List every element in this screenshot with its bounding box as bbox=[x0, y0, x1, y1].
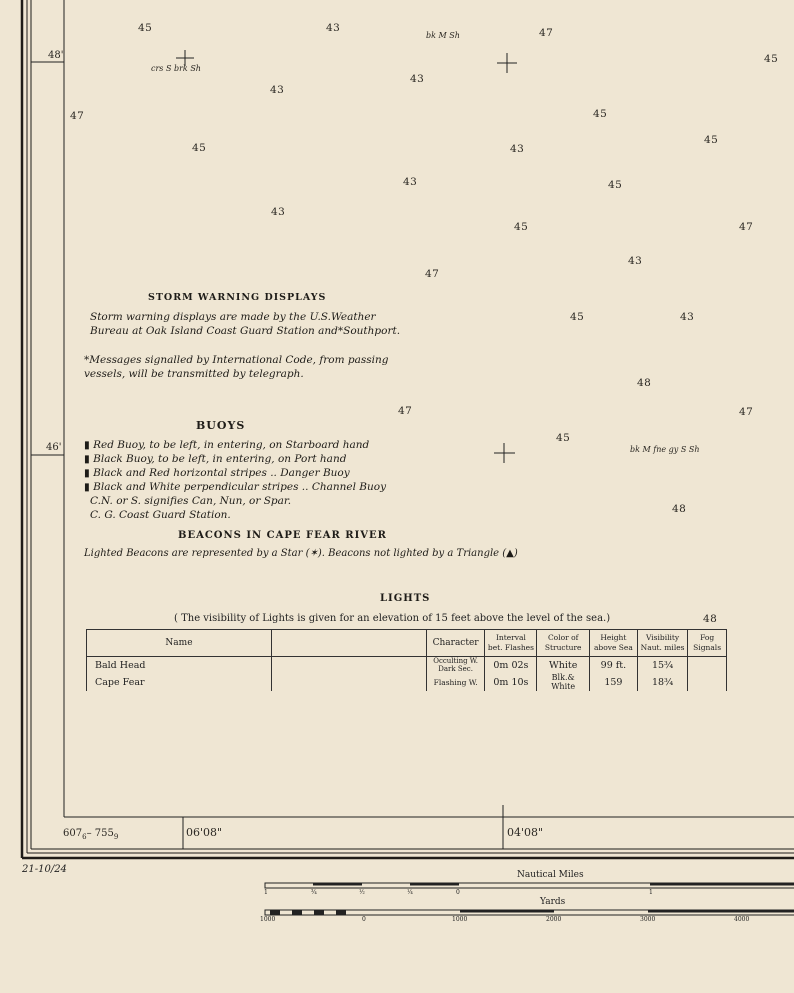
col-color: Color of Structure bbox=[537, 630, 589, 657]
lights-table bbox=[86, 629, 727, 691]
light-character: Occulting W. Dark Sec. bbox=[426, 657, 485, 674]
yards-tick: 3000 bbox=[640, 916, 656, 923]
latitude-48: 48' bbox=[48, 50, 64, 61]
light-fog bbox=[688, 673, 727, 691]
light-name: Bald Head bbox=[87, 657, 272, 674]
lights-subtitle: ( The visibility of Lights is given for an elevation of 15 feet above the level of the sea.) bbox=[174, 613, 611, 624]
light-fog bbox=[688, 657, 727, 674]
depth-sounding: 47 bbox=[539, 27, 554, 39]
depth-sounding: 45 bbox=[608, 179, 623, 191]
buoy-item: ▮ Black and White perpendicular stripes .. Channel Buoy bbox=[84, 481, 387, 493]
chart-number: $607_6-$ $755_9$ bbox=[63, 828, 119, 841]
col-spacer bbox=[271, 630, 426, 657]
buoys-title: BUOYS bbox=[196, 419, 246, 432]
table-row bbox=[87, 657, 727, 674]
depth-sounding: 43 bbox=[326, 22, 341, 34]
light-interval: 0m 02s bbox=[485, 657, 537, 674]
storm-line-3: *Messages signalled by International Code, from passing bbox=[84, 354, 389, 366]
buoy-item: ▮ Black and Red horizontal stripes .. Danger Buoy bbox=[84, 467, 350, 479]
yards-tick: 0 bbox=[362, 916, 366, 923]
light-color: White bbox=[537, 657, 589, 674]
beacons-text: Lighted Beacons are represented by a Star (✶). Beacons not lighted by a Triangle (▲) bbox=[84, 548, 518, 559]
buoy-cg-note: C. G. Coast Guard Station. bbox=[90, 509, 231, 521]
light-interval: 0m 10s bbox=[485, 673, 537, 691]
bottom-character-note: bk M fne gy S Sh bbox=[630, 445, 700, 454]
yards-tick: 4000 bbox=[734, 916, 750, 923]
nautical-tick: 1 bbox=[264, 889, 268, 896]
col-interval: Interval bet. Flashes bbox=[485, 630, 537, 657]
yards-tick: 1000 bbox=[452, 916, 468, 923]
storm-line-1: Storm warning displays are made by the U.S.Weather bbox=[90, 311, 376, 323]
storm-line-4: vessels, will be transmitted by telegraph. bbox=[84, 368, 304, 380]
depth-sounding: 45 bbox=[138, 22, 153, 34]
depth-sounding: 48 bbox=[672, 503, 687, 515]
depth-sounding: 43 bbox=[403, 176, 418, 188]
buoy-item: ▮ Black Buoy, to be left, in entering, on Port hand bbox=[84, 453, 347, 465]
cell-spacer bbox=[271, 657, 426, 674]
longitude-east: 04'08" bbox=[507, 826, 544, 839]
buoy-item: ▮ Red Buoy, to be left, in entering, on Starboard hand bbox=[84, 439, 370, 451]
depth-sounding: 43 bbox=[270, 84, 285, 96]
yards-label: Yards bbox=[540, 897, 566, 907]
lights-title: LIGHTS bbox=[380, 593, 431, 604]
depth-sounding: 45 bbox=[570, 311, 585, 323]
col-height: Height above Sea bbox=[589, 630, 637, 657]
light-visibility: 18¾ bbox=[637, 673, 687, 691]
nautical-tick: ¾ bbox=[311, 889, 317, 896]
bottom-character-note: bk M Sh bbox=[426, 31, 460, 40]
cell-spacer bbox=[271, 673, 426, 691]
depth-sounding: 45 bbox=[556, 432, 571, 444]
buoy-cn-note: C.N. or S. signifies Can, Nun, or Spar. bbox=[90, 495, 292, 507]
depth-sounding: 47 bbox=[70, 110, 85, 122]
nautical-tick: ½ bbox=[359, 889, 365, 896]
depth-sounding: 47 bbox=[425, 268, 440, 280]
depth-sounding: 47 bbox=[398, 405, 413, 417]
nautical-tick: 1 bbox=[649, 889, 653, 896]
yards-tick: 2000 bbox=[546, 916, 562, 923]
nautical-tick: ¼ bbox=[407, 889, 413, 896]
light-character: Flashing W. bbox=[426, 673, 485, 691]
depth-sounding: 43 bbox=[628, 255, 643, 267]
depth-sounding: 48 bbox=[703, 613, 718, 625]
depth-sounding: 43 bbox=[680, 311, 695, 323]
light-color: Blk.& White bbox=[537, 673, 589, 691]
depth-sounding: 47 bbox=[739, 406, 754, 418]
depth-sounding: 43 bbox=[271, 206, 286, 218]
col-character: Character bbox=[426, 630, 485, 657]
depth-sounding: 45 bbox=[514, 221, 529, 233]
print-date: 21-10/24 bbox=[22, 864, 67, 875]
depth-sounding: 48 bbox=[637, 377, 652, 389]
depth-sounding: 47 bbox=[739, 221, 754, 233]
longitude-west: 06'08" bbox=[186, 826, 223, 839]
table-row bbox=[87, 673, 727, 691]
col-name: Name bbox=[87, 630, 272, 657]
storm-line-2: Bureau at Oak Island Coast Guard Station and*Southport. bbox=[90, 325, 401, 337]
light-height: 159 bbox=[589, 673, 637, 691]
light-visibility: 15¾ bbox=[637, 657, 687, 674]
col-visibility: Visibility Naut. miles bbox=[637, 630, 687, 657]
nautical-miles-label: Nautical Miles bbox=[517, 870, 584, 880]
light-height: 99 ft. bbox=[589, 657, 637, 674]
depth-sounding: 43 bbox=[510, 143, 525, 155]
nautical-tick: 0 bbox=[456, 889, 460, 896]
depth-sounding: 45 bbox=[704, 134, 719, 146]
storm-title: STORM WARNING DISPLAYS bbox=[148, 292, 327, 303]
bottom-character-note: crs S brk Sh bbox=[151, 64, 201, 73]
depth-sounding: 45 bbox=[764, 53, 779, 65]
beacons-title: BEACONS IN CAPE FEAR RIVER bbox=[178, 530, 387, 541]
latitude-46: 46' bbox=[46, 442, 62, 453]
depth-sounding: 43 bbox=[410, 73, 425, 85]
yards-tick: 1000 bbox=[260, 916, 276, 923]
light-name: Cape Fear bbox=[87, 673, 272, 691]
col-fog: Fog Signals bbox=[688, 630, 727, 657]
depth-sounding: 45 bbox=[593, 108, 608, 120]
depth-sounding: 45 bbox=[192, 142, 207, 154]
scale-bars bbox=[0, 880, 794, 920]
